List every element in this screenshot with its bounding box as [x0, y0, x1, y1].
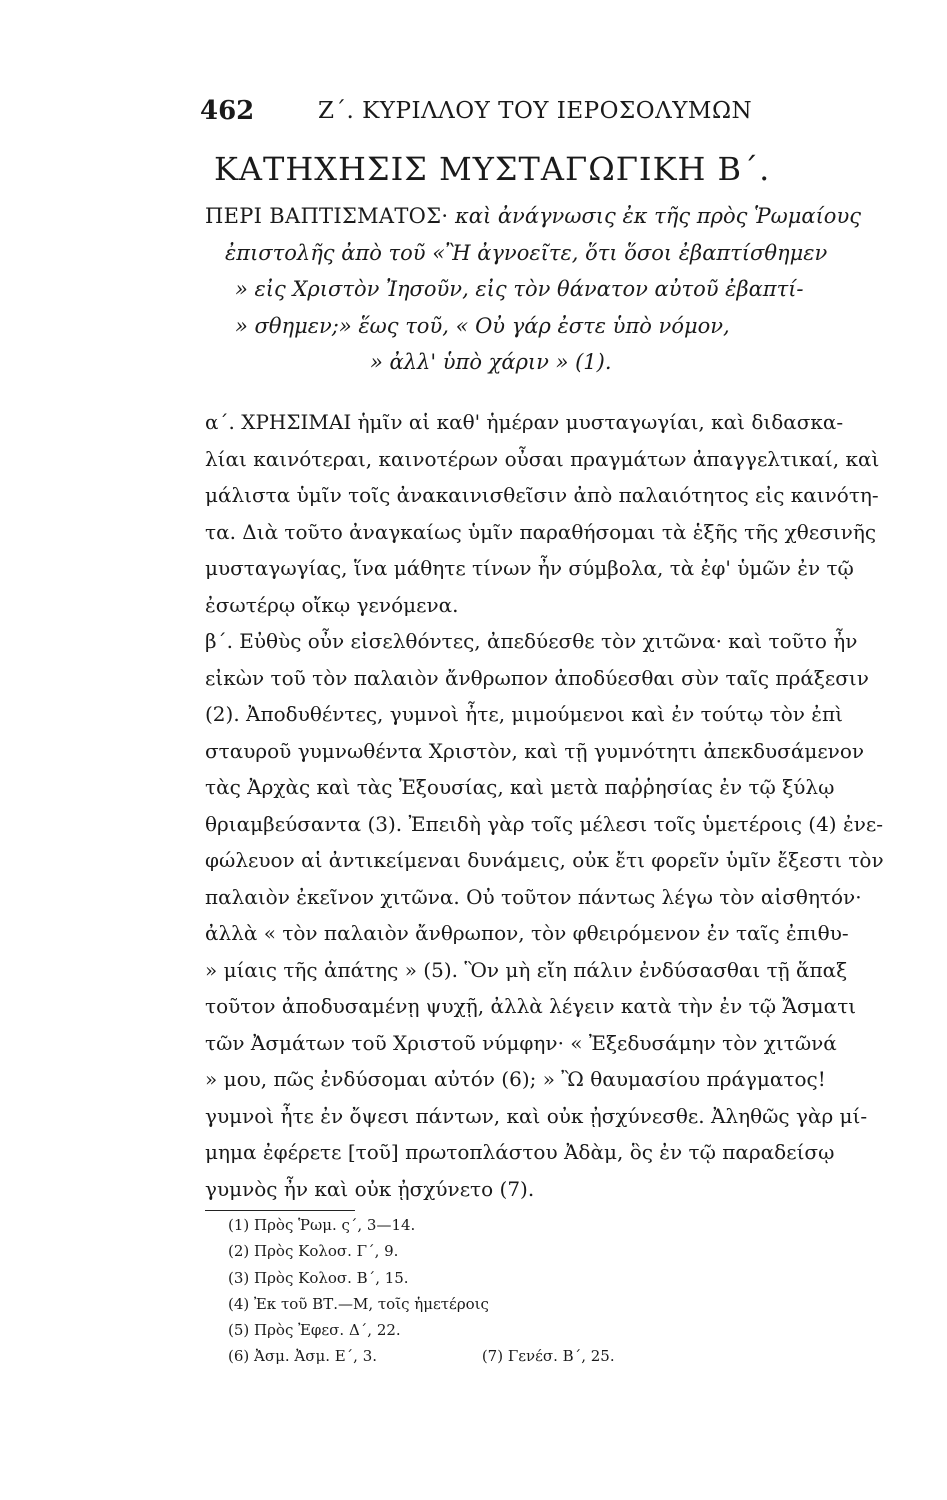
body-line: » μου, πῶς ἐνδύσομαι αὐτόν (6); » Ὢ θαυμασίου πράγματος!: [205, 1067, 826, 1091]
body-line: παλαιὸν ἐκεῖνον χιτῶνα. Οὐ τοῦτον πάντως λέγω τὸν αἰσθητόν·: [205, 884, 862, 909]
body-line: λίαι καινότεραι, καινοτέρων οὖσαι πραγμάτων ἀπαγγελτικαί, καὶ: [205, 446, 880, 471]
footnote: (2) Πρὸς Κολοσ. Γ΄, 9.: [228, 1242, 399, 1261]
topic-line: ἐπιστολῆς ἀπὸ τοῦ «Ἢ ἀγνοεῖτε, ὅτι ὅσοι ἐβαπτίσθημεν: [225, 240, 828, 265]
page-number: 462: [200, 96, 255, 126]
body-line: τοῦτον ἀποδυσαμένῃ ψυχῇ, ἀλλὰ λέγειν κατὰ τὴν ἐν τῷ Ἄσματι: [205, 994, 857, 1018]
body-line: θριαμβεύσαντα (3). Ἐπειδὴ γὰρ τοῖς μέλεσι τοῖς ὑμετέροις (4) ἐνε-: [205, 811, 883, 836]
body-line: γυμνοὶ ἦτε ἐν ὄψεσι πάντων, καὶ οὐκ ᾐσχύνεσθε. Ἀληθῶς γὰρ μί-: [205, 1103, 868, 1128]
running-header: [200, 96, 760, 136]
running-title: Ζ΄. ΚΥΡΙΛΛΟΥ ΤΟΥ ΙΕΡΟΣΟΛΥΜΩΝ: [318, 98, 753, 124]
topic-line: [205, 198, 861, 235]
topic-line: » σθημεν;» ἕως τοῦ, « Οὐ γάρ ἐστε ὑπὸ νόμον,: [235, 313, 730, 338]
footnotes: [228, 1212, 648, 1370]
footnote: (4) Ἐκ τοῦ ΒΤ.—Μ, τοῖς ἡμετέροις: [228, 1294, 489, 1313]
chapter-title: ΚΑΤΗΧΗΣΙΣ ΜΥΣΤΑΓΩΓΙΚΗ Β΄.: [214, 150, 771, 188]
body-line: μημα ἐφέρετε [τοῦ] πρωτοπλάστου Ἀδὰμ, ὃς ἐν τῷ παραδείσῳ: [205, 1140, 835, 1164]
body-line: β΄. Εὐθὺς οὖν εἰσελθόντες, ἀπεδύεσθε τὸν χιτῶνα· καὶ τοῦτο ἦν: [205, 629, 858, 653]
footnote: (6) Ἀσμ. Ἀσμ. Ε΄, 3.: [228, 1347, 378, 1366]
topic-text: καὶ ἀνάγνωσις ἐκ τῆς πρὸς Ῥωμαίους: [455, 204, 861, 228]
body-line: σταυροῦ γυμνωθέντα Χριστὸν, καὶ τῇ γυμνότητι ἀπεκδυσάμενον: [205, 738, 865, 763]
body-line: εἰκὼν τοῦ τὸν παλαιὸν ἄνθρωπον ἀποδύεσθαι σὺν ταῖς πράξεσιν: [205, 665, 869, 690]
body-line: ἀλλὰ « τὸν παλαιὸν ἄνθρωπον, τὸν φθειρόμενον ἐν ταῖς ἐπιθυ-: [205, 921, 849, 945]
body-line: τὰς Ἀρχὰς καὶ τὰς Ἐξουσίας, καὶ μετὰ παῤῥησίας ἐν τῷ ξύλῳ: [205, 775, 835, 799]
footnote-pair: [228, 1343, 648, 1369]
topic-lead: ΠΕΡΙ ΒΑΠΤΙΣΜΑΤΟΣ·: [205, 204, 449, 228]
body-line: » μίαις τῆς ἀπάτης » (5). Ὃν μὴ εἴη πάλιν ἐνδύσασθαι τῇ ἅπαξ: [205, 957, 848, 982]
body-line: τῶν Ἀσμάτων τοῦ Χριστοῦ νύμφην· « Ἐξεδυσάμην τὸν χιτῶνά: [205, 1030, 837, 1055]
body-line: (2). Ἀποδυθέντες, γυμνοὶ ἦτε, μιμούμενοι καὶ ἐν τούτῳ τὸν ἐπὶ: [205, 702, 843, 726]
topic-line: » εἰς Χριστὸν Ἰησοῦν, εἰς τὸν θάνατον αὐτοῦ ἐβαπτί-: [235, 277, 804, 301]
body-line: τα. Διὰ τοῦτο ἀναγκαίως ὑμῖν παραθήσομαι τὰ ἑξῆς τῆς χθεσινῆς: [205, 519, 877, 544]
body-line: φώλευον αἱ ἀντικείμεναι δυνάμεις, οὐκ ἔτι φορεῖν ὑμῖν ἔξεστι τὸν: [205, 848, 884, 872]
footnote-divider: [205, 1210, 355, 1211]
body-line: μυσταγωγίας, ἵνα μάθητε τίνων ἦν σύμβολα, τὰ ἐφ' ὑμῶν ἐν τῷ: [205, 556, 854, 580]
footnote: (3) Πρὸς Κολοσ. Β΄, 15.: [228, 1268, 409, 1287]
body-line: ἐσωτέρῳ οἴκῳ γενόμενα.: [205, 592, 459, 617]
topic-heading: [205, 198, 861, 381]
topic-line: » ἀλλ' ὑπὸ χάριν » (1).: [370, 350, 612, 374]
body-line: γυμνὸς ἦν καὶ οὐκ ᾐσχύνετο (7).: [205, 1176, 535, 1201]
body-line: α΄. ΧΡΗΣΙΜΑΙ ἡμῖν αἱ καθ' ἡμέραν μυσταγωγίαι, καὶ διδασκα-: [205, 410, 844, 434]
footnote: (7) Γενέσ. Β΄, 25.: [481, 1347, 615, 1366]
footnote: (1) Πρὸς Ῥωμ. ς΄, 3—14.: [228, 1216, 416, 1234]
footnote: (5) Πρὸς Ἐφεσ. Δ΄, 22.: [228, 1321, 401, 1340]
body-line: μάλιστα ὑμῖν τοῖς ἀνακαινισθεῖσιν ἀπὸ παλαιότητος εἰς καινότη-: [205, 483, 879, 507]
body-text: [205, 404, 884, 1207]
